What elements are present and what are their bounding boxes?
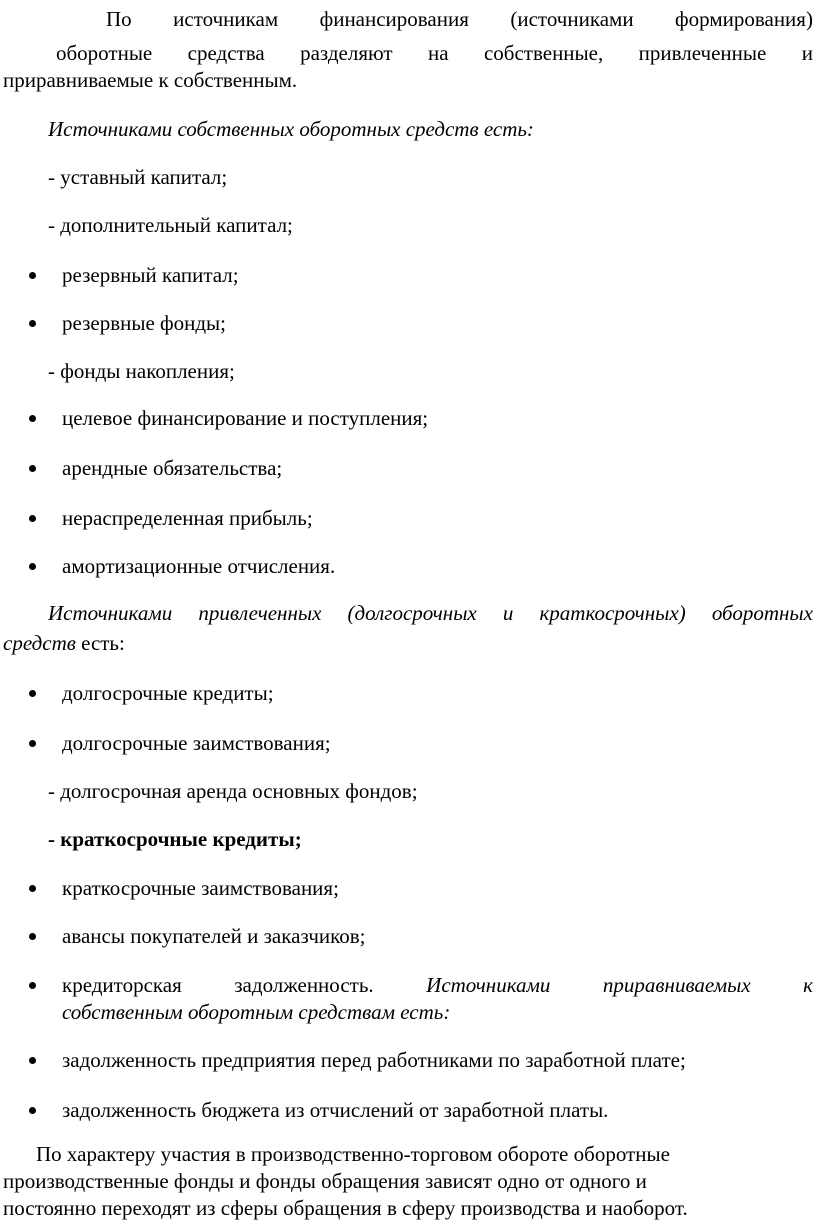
closing-line-3: постоянно переходят из сферы обращения в сферу производства и наоборот. (3, 1196, 688, 1220)
list-item: задолженность бюджета из отчислений от заработной платы. (62, 1098, 609, 1122)
borrowed-sources-heading-line-2: средств есть: (3, 631, 125, 655)
list-item: - краткосрочные кредиты; (48, 827, 302, 851)
list-item: - долгосрочная аренда основных фондов; (48, 779, 418, 803)
list-item: резервные фонды; (62, 311, 227, 335)
list-item: - дополнительный капитал; (48, 213, 293, 237)
bullet-icon (29, 982, 36, 989)
bullet-icon (29, 1107, 36, 1114)
list-item: авансы покупателей и заказчиков; (62, 924, 366, 948)
bullet-icon (29, 320, 36, 327)
borrowed-sources-heading-line-1: Источниками привлеченных (долгосрочных и краткосрочных) оборотных (48, 601, 813, 625)
closing-line-1: По характеру участия в производственно-торговом обороте оборотные (36, 1142, 670, 1166)
intro-line-1: По источникам финансирования (источниками формирования) (106, 7, 813, 31)
bullet-icon (29, 740, 36, 747)
bullet-icon (29, 272, 36, 279)
bullet-icon (29, 465, 36, 472)
list-item: долгосрочные заимствования; (62, 731, 331, 755)
list-item: целевое финансирование и поступления; (62, 406, 429, 430)
list-item: задолженность предприятия перед работниками по заработной плате; (62, 1048, 686, 1072)
bullet-icon (29, 1057, 36, 1064)
intro-line-3: приравниваемые к собственным. (3, 68, 298, 92)
list-item: нераспределенная прибыль; (62, 506, 313, 530)
list-item: долгосрочные кредиты; (62, 681, 274, 705)
bullet-icon (29, 415, 36, 422)
list-item: краткосрочные заимствования; (62, 876, 339, 900)
bullet-icon (29, 885, 36, 892)
list-item: резервный капитал; (62, 263, 239, 287)
list-item-last-line-2: собственным оборотным средствам есть: (62, 1000, 451, 1024)
list-item-last-line-1: кредиторская задолженность. Источниками приравниваемых к (62, 973, 813, 997)
bullet-icon (29, 933, 36, 940)
list-item: - уставный капитал; (48, 165, 228, 189)
list-item: - фонды накопления; (48, 359, 235, 383)
list-item: арендные обязательства; (62, 456, 283, 480)
list-item: амортизационные отчисления. (62, 554, 336, 578)
intro-line-2: оборотные средства разделяют на собственные, привлеченные и (56, 41, 813, 65)
bullet-icon (29, 690, 36, 697)
bullet-icon (29, 563, 36, 570)
closing-line-2: производственные фонды и фонды обращения зависят одно от одного и (3, 1169, 647, 1193)
own-sources-heading: Источниками собственных оборотных средств есть: (48, 117, 534, 141)
bullet-icon (29, 515, 36, 522)
